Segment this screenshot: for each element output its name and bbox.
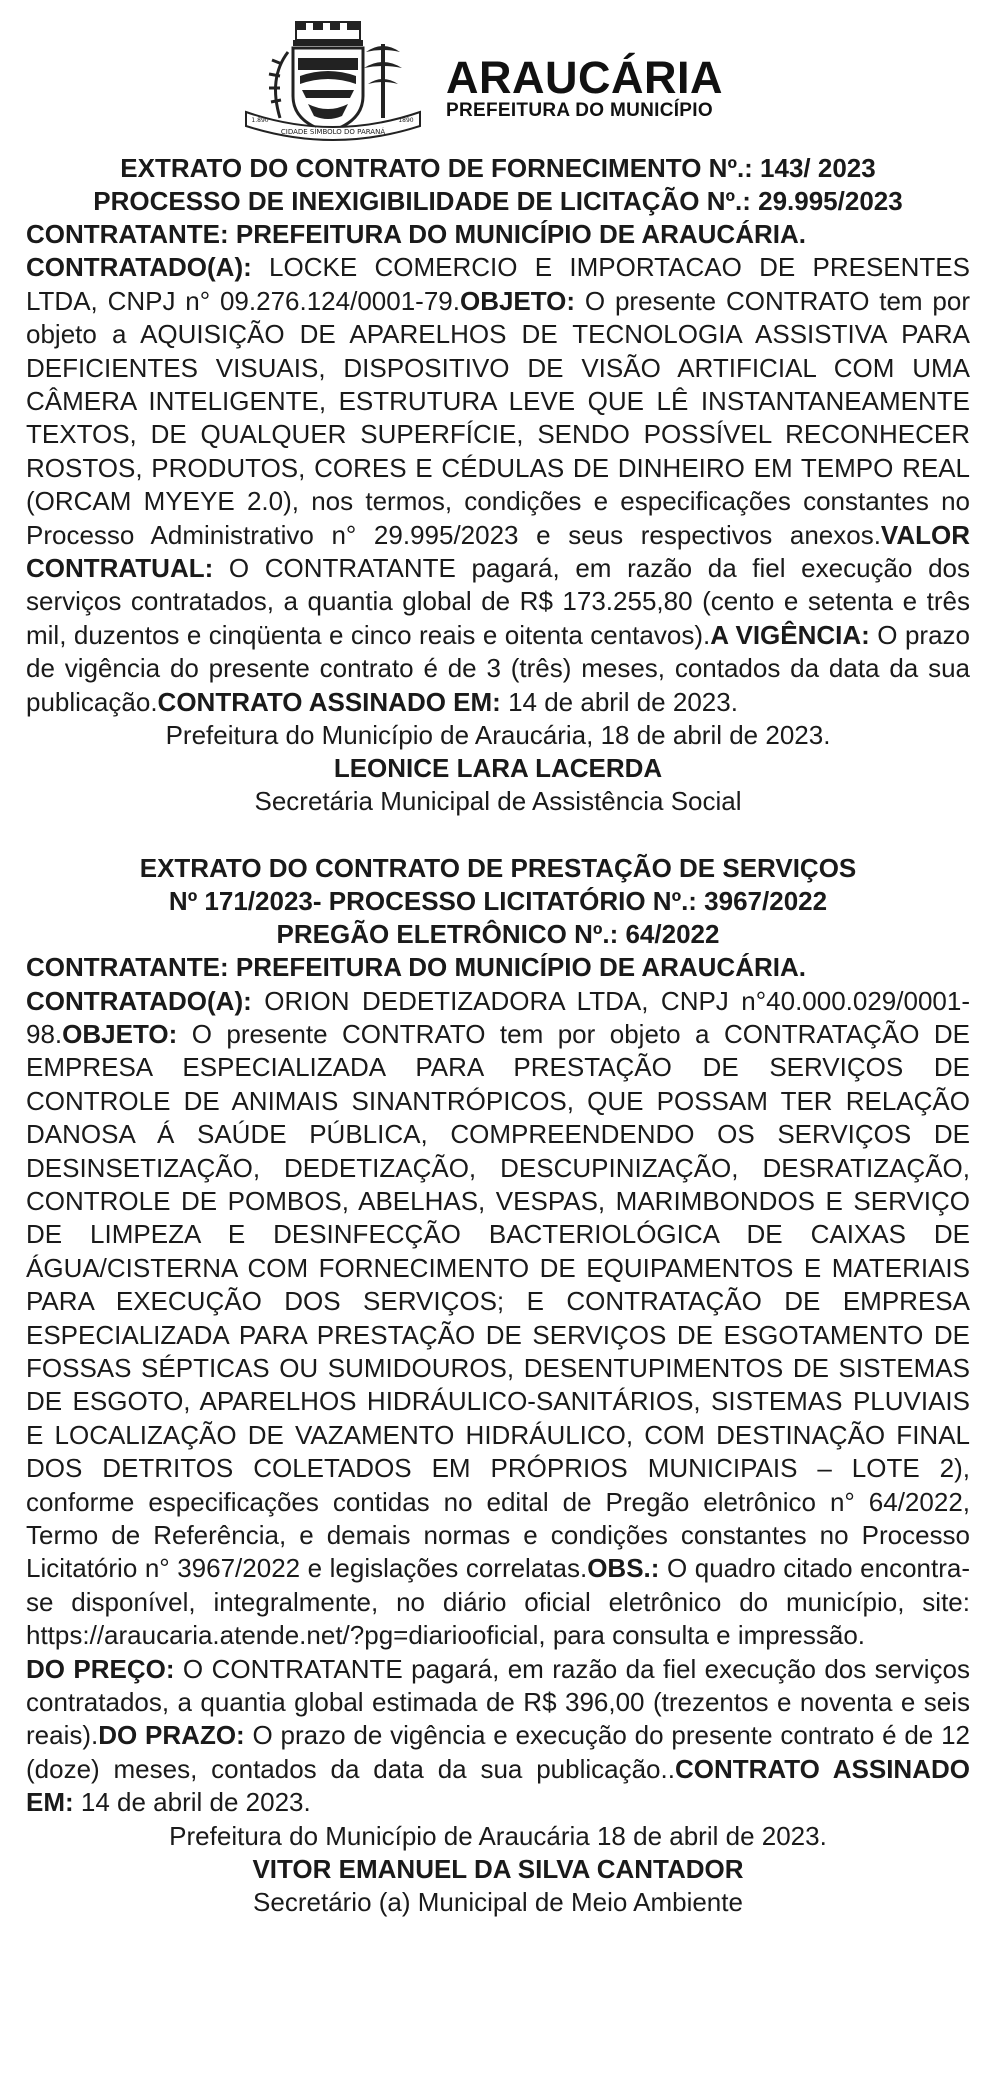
extract1-title-line2: PROCESSO DE INEXIGIBILIDADE DE LICITAÇÃO Nº.: 29.995/2023 bbox=[93, 186, 903, 216]
extract2-prazo-text: O prazo de vigência e execução do presente contrato é de 12 (doze) meses, contados da data da sua publicação.. bbox=[26, 1720, 970, 1784]
extract1-contratante: CONTRATANTE: PREFEITURA DO MUNICÍPIO DE ARAUCÁRIA. bbox=[26, 219, 806, 249]
brand-name: ARAUCÁRIA bbox=[446, 52, 723, 103]
extract2-obs-label: OBS.: bbox=[587, 1553, 660, 1584]
extract2-signer-role: Secretário (a) Municipal de Meio Ambiente bbox=[253, 1886, 743, 1917]
extract2-title-line1: EXTRATO DO CONTRATO DE PRESTAÇÃO DE SERVIÇOS bbox=[139, 853, 857, 884]
extract1-contratado-text: LOCKE COMERCIO E IMPORTACAO DE PRESENTES LTDA, CNPJ n° 09.276.124/0001-79. bbox=[26, 252, 970, 316]
extract2-prazo-label: DO PRAZO: bbox=[98, 1720, 245, 1751]
crest-year-right: 1890 bbox=[398, 117, 414, 124]
crest-ribbon-text: CIDADE SÍMBOLO DO PARANÁ bbox=[280, 128, 386, 136]
extract2-body bbox=[26, 951, 970, 1820]
crest-year-left: 1.890 bbox=[251, 117, 269, 124]
brand-subtitle: PREFEITURA DO MUNICÍPIO bbox=[446, 100, 713, 121]
extract1-signer: LEONICE LARA LACERDA bbox=[333, 753, 663, 784]
header bbox=[26, 18, 970, 152]
extract1-valor-text: O CONTRATANTE pagará, em razão da fiel execução dos serviços contratados, a quantia global de R$ 173.255,80 (cento e setenta e três mil, duzentos e cinqüenta e cinco reais e oitenta centavos). bbox=[26, 553, 970, 650]
extract2-contratante: CONTRATANTE: PREFEITURA DO MUNICÍPIO DE ARAUCÁRIA. bbox=[26, 952, 806, 983]
extract2-preco-label: DO PREÇO: bbox=[26, 1653, 175, 1684]
extract2-place-date: Prefeitura do Município de Araucária 18 de abril de 2023. bbox=[169, 1820, 827, 1851]
extract2-title-line2: Nº 171/2023- PROCESSO LICITATÓRIO Nº.: 3967/2022 bbox=[168, 886, 828, 917]
extract1-vigencia-text: O prazo de vigência do presente contrato é de 3 (três) meses, contados da data da sua publicação. bbox=[26, 619, 970, 717]
extract2-contratado-text: ORION DEDETIZADORA LTDA, CNPJ n°40.000.029/0001-98. bbox=[26, 985, 970, 1049]
document-page bbox=[26, 18, 970, 1919]
extract2-contratado-label: CONTRATADO(A): bbox=[26, 985, 252, 1016]
extract1-objeto-label: OBJETO: bbox=[459, 285, 576, 316]
extract1-contratado-label: CONTRATADO(A): bbox=[26, 252, 252, 283]
brand-block bbox=[446, 52, 723, 122]
extract1-objeto-text: O presente CONTRATO tem por objeto a AQUISIÇÃO DE APARELHOS DE TECNOLOGIA ASSISTIVA PARA DEFICIENTES VISUAIS, DISPOSITIVO DE VISÃO ARTIFICIAL COM UMA CÂMERA INTELIGENTE, ESTRUTURA LEVE QUE LÊ INSTANTANEAMENTE TEXTOS, DE QUALQUER SUPERFÍCIE, SENDO POSSÍVEL RECONHECER ROSTOS, PRODUTOS, CORES E CÉDULAS DE DINHEIRO EM TEMPO REAL (ORCAM MYEYE 2.0), nos termos, condições e especificações constantes no Processo Administrativo n° 29.995/2023 e seus respectivos anexos. bbox=[26, 285, 970, 550]
extract1-assinado-label: CONTRATO ASSINADO EM: bbox=[157, 686, 501, 717]
extract1-title-line1: EXTRATO DO CONTRATO DE FORNECIMENTO Nº.: 143/ 2023 bbox=[120, 153, 876, 183]
extract2-assinado-label: CONTRATO ASSINADO EM: bbox=[26, 1753, 970, 1818]
extract2-preco-text: O CONTRATANTE pagará, em razão da fiel execução dos serviços contratados, a quantia global estimada de R$ 396,00 (trezentos e noventa e seis reais). bbox=[26, 1653, 971, 1751]
extract1-valor-label: VALOR CONTRATUAL: bbox=[26, 519, 970, 584]
extract1-assinado-text: 14 de abril de 2023. bbox=[500, 686, 738, 717]
extract1-vigencia-label: A VIGÊNCIA: bbox=[710, 619, 870, 650]
extract2-objeto-label: OBJETO: bbox=[62, 1018, 178, 1049]
extract2-signer: VITOR EMANUEL DA SILVA CANTADOR bbox=[252, 1853, 744, 1884]
contract-extract-2 bbox=[26, 852, 970, 1919]
extract2-title-line3: PREGÃO ELETRÔNICO Nº.: 64/2022 bbox=[276, 919, 720, 950]
extract2-obs-text: O quadro citado encontra-se disponível, integralmente, no diário oficial eletrônico do município, site: https://araucaria.atende.net/?pg=diariooficial, para consulta e impressão. bbox=[26, 1553, 970, 1651]
contract-extract-1 bbox=[26, 152, 970, 818]
extract1-place-date: Prefeitura do Município de Araucária, 18 de abril de 2023. bbox=[165, 720, 831, 751]
extract1-signer-role: Secretária Municipal de Assistência Social bbox=[254, 786, 742, 817]
extract2-objeto-text: O presente CONTRATO tem por objeto a CONTRATAÇÃO DE EMPRESA ESPECIALIZADA PARA PRESTAÇÃO DE SERVIÇOS DE CONTROLE DE ANIMAIS SINANTRÓPICOS, QUE POSSAM TER RELAÇÃO DANOSA Á SAÚDE PÚBLICA, COMPREENDENDO OS SERVIÇOS DE DESINSETIZAÇÃO, DEDETIZAÇÃO, DESCUPINIZAÇÃO, DESRATIZAÇÃO, CONTROLE DE POMBOS, ABELHAS, VESPAS, MARIMBONDOS E SERVIÇO DE LIMPEZA E DESINFECÇÃO BACTERIOLÓGICA DE CAIXAS DE ÁGUA/CISTERNA COM FORNECIMENTO DE EQUIPAMENTOS E MATERIAIS PARA EXECUÇÃO DOS SERVIÇOS; E CONTRATAÇÃO DE EMPRESA ESPECIALIZADA PARA PRESTAÇÃO DE SERVIÇOS DE ESGOTAMENTO DE FOSSAS SÉPTICAS OU SUMIDOUROS, DESENTUPIMENTOS DE SISTEMAS DE ESGOTO, APARELHOS HIDRÁULICO-SANITÁRIOS, SISTEMAS PLUVIAIS E LOCALIZAÇÃO DE VAZAMENTO HIDRÁULICO, COM DESTINAÇÃO FINAL DOS DETRITOS COLETADOS EM PRÓPRIOS MUNICIPAIS – LOTE 2), conforme especificações contidas no edital de Pregão eletrônico n° 64/2022, Termo de Referência, e demais normas e condições constantes no Processo Licitatório n° 3967/2022 e legislações correlatas. bbox=[26, 1018, 970, 1584]
municipal-crest-icon bbox=[238, 18, 428, 148]
extract1-body bbox=[26, 218, 970, 719]
extract2-assinado-text: 14 de abril de 2023. bbox=[73, 1787, 311, 1818]
